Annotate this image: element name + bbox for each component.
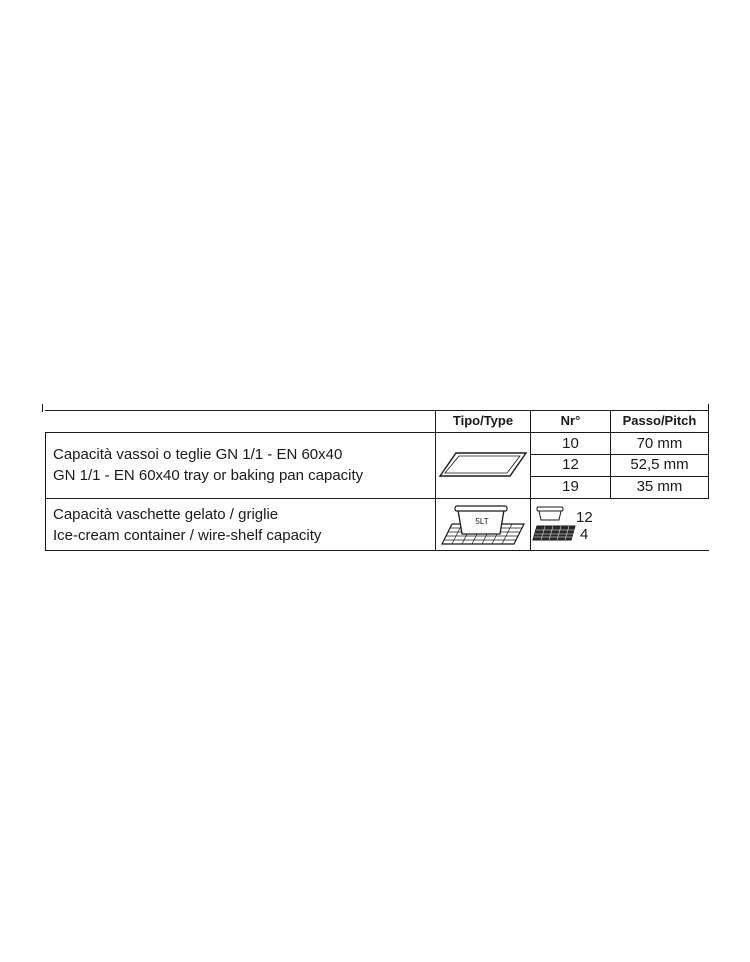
row1-pitch-3: 35 mm (636, 478, 683, 495)
crop-mark-left (42, 404, 43, 412)
row1-nr-1: 10 (562, 435, 579, 452)
ice-cream-container-on-wire-shelf-icon (438, 502, 528, 548)
table-bottom-rule (45, 550, 709, 551)
small-container-icon (536, 506, 564, 522)
type-col-left-rule (435, 410, 436, 551)
row1-pitch-2: 52,5 mm (630, 456, 689, 473)
wire-shelf-count: 4 (580, 526, 589, 543)
container-capacity-label: 5LT (475, 517, 489, 526)
small-wire-shelf-icon (531, 525, 577, 541)
row1-nr-2: 12 (562, 456, 579, 473)
container-count: 12 (576, 509, 593, 526)
row1-description-it: Capacità vassoi o teglie GN 1/1 - EN 60x40 (53, 446, 343, 463)
row2-description-it: Capacità vaschette gelato / griglie (53, 506, 279, 523)
table-left-rule (45, 432, 46, 551)
header-pitch: Passo/Pitch (622, 413, 697, 428)
header-nr: Nr° (560, 413, 581, 428)
table-right-rule (708, 410, 709, 499)
capacity-table (45, 410, 709, 551)
baking-tray-icon (438, 450, 528, 480)
header-type: Tipo/Type (452, 413, 514, 428)
row2-description-en: Ice-cream container / wire-shelf capacity (53, 527, 322, 544)
row1-pitch-1: 70 mm (636, 435, 683, 452)
row1-nr-3: 19 (562, 478, 579, 495)
row1-description-en: GN 1/1 - EN 60x40 tray or baking pan capacity (53, 467, 364, 484)
